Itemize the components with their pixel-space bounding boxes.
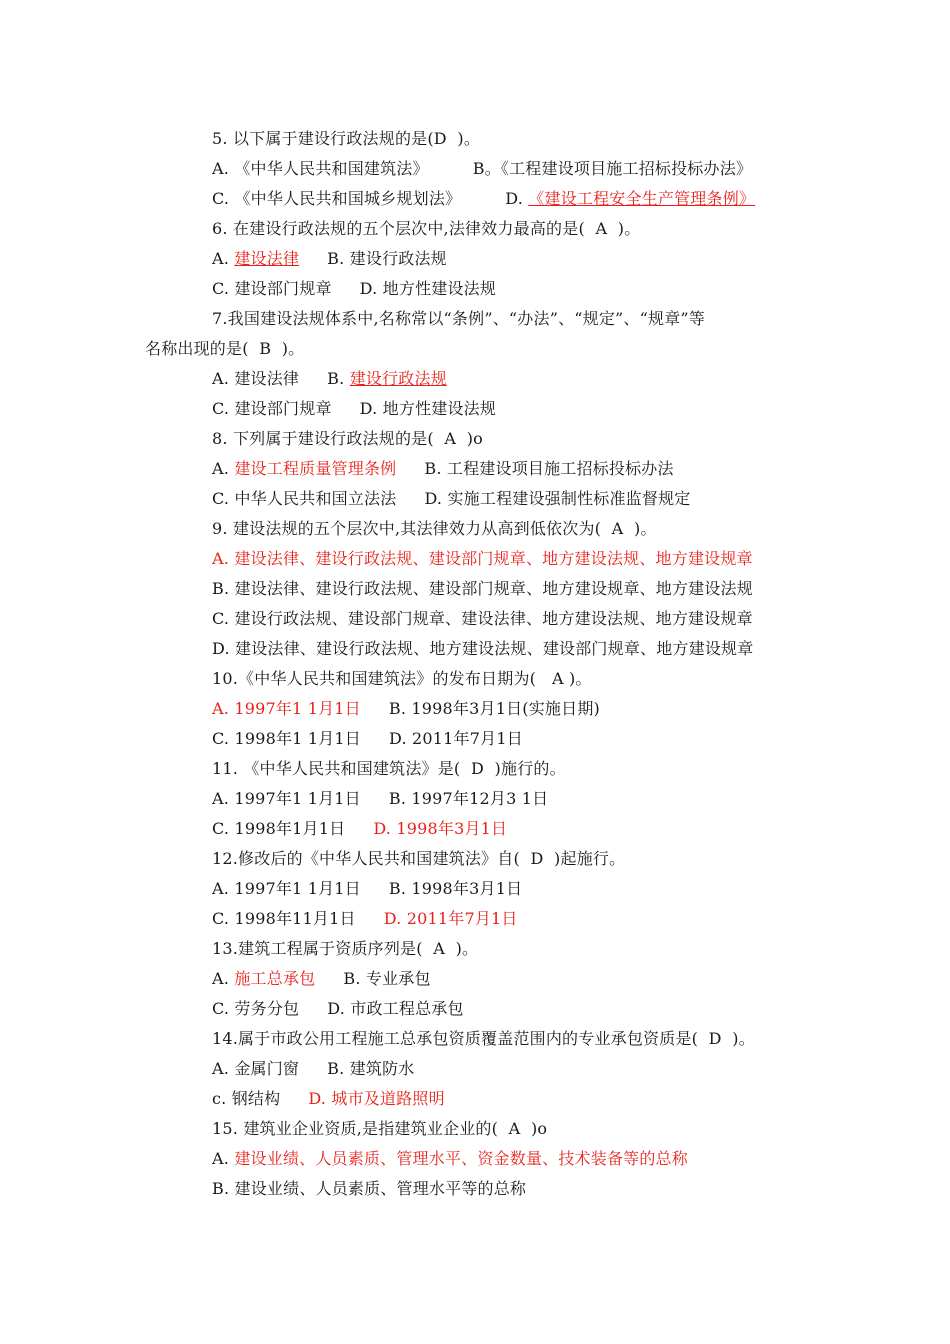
q12-stem [212, 844, 625, 874]
q8-options-ab [212, 454, 674, 484]
q11-option-c: C. 1998年1月1日 [212, 819, 346, 838]
q7-stem-line1 [212, 304, 705, 334]
q13-options-cd [212, 994, 464, 1024]
q9-stem [212, 514, 657, 544]
q15-option-a-line [212, 1144, 688, 1174]
q5-stem [212, 124, 480, 154]
q14-option-c: c. 钢结构 [212, 1089, 281, 1108]
q9-option-c: C. 建设行政法规、建设部门规章、建设法律、地方建设法规、地方建设规章 [212, 609, 753, 628]
q6-option-a-answer: 建设法律 [234, 249, 300, 268]
q13-stem [212, 934, 478, 964]
q14-stem [212, 1024, 755, 1054]
q5-option-a: A. 《中华人民共和国建筑法》 [212, 159, 429, 178]
q13-option-b: B. 专业承包 [343, 969, 431, 988]
q9-option-c-line [212, 604, 753, 634]
q15-option-b: B. 建设业绩、人员素质、管理水平等的总称 [212, 1179, 527, 1198]
q13-option-a-answer: 施工总承包 [234, 969, 316, 988]
q10-options-cd [212, 724, 523, 754]
q15-option-a-prefix: A. [212, 1149, 230, 1168]
q7-option-d: D. 地方性建设法规 [359, 399, 497, 418]
q13-option-a-prefix: A. [212, 969, 230, 988]
q8-stem-text: 8. 下列属于建设行政法规的是( A )o [212, 429, 483, 448]
q10-option-c: C. 1998年1 1月1日 [212, 729, 361, 748]
q10-option-b: B. 1998年3月1日(实施日期) [388, 699, 600, 718]
q6-option-c: C. 建设部门规章 [212, 279, 332, 298]
q8-option-a-prefix: A. [212, 459, 230, 478]
q6-option-b: B. 建设行政法规 [327, 249, 447, 268]
q8-option-d: D. 实施工程建设强制性标准监督规定 [424, 489, 691, 508]
q9-option-d-line [212, 634, 753, 664]
q8-stem [212, 424, 483, 454]
q7-options-cd [212, 394, 496, 424]
q6-options-ab [212, 244, 447, 274]
q15-stem [212, 1114, 547, 1144]
q10-stem-text: 10.《中华人民共和国建筑法》的发布日期为( A )。 [212, 669, 592, 688]
q9-option-b: B. 建设法律、建设行政法规、建设部门规章、地方建设规章、地方建设法规 [212, 579, 753, 598]
q6-stem-text: 6. 在建设行政法规的五个层次中,法律效力最高的是( A )。 [212, 219, 641, 238]
q14-option-b: B. 建筑防水 [327, 1059, 415, 1078]
q7-option-b-prefix: B. [327, 369, 345, 388]
q7-stem-text-1: 7.我国建设法规体系中,名称常以“条例”、“办法”、“规定”、“规章”等 [212, 309, 705, 328]
q5-option-b: B。《工程建设项目施工招标投标办法》 [472, 159, 753, 178]
q5-option-d-prefix: D. [505, 189, 523, 208]
q12-option-a: A. 1997年1 1月1日 [212, 879, 361, 898]
q9-option-b-line [212, 574, 753, 604]
q10-option-a-answer: A. 1997年1 1月1日 [212, 699, 361, 718]
q13-stem-text: 13.建筑工程属于资质序列是( A )。 [212, 939, 479, 958]
q12-option-b: B. 1998年3月1日 [388, 879, 523, 898]
q14-stem-text: 14.属于市政公用工程施工总承包资质覆盖范围内的专业承包资质是( D )。 [212, 1029, 755, 1048]
q11-option-d-answer: D. 1998年3月1日 [373, 819, 508, 838]
q12-options-cd [212, 904, 518, 934]
q12-option-d-answer: D. 2011年7月1日 [383, 909, 518, 928]
q13-option-c: C. 劳务分包 [212, 999, 300, 1018]
q13-options-ab [212, 964, 431, 994]
q9-option-a-line [212, 544, 753, 574]
q13-option-d: D. 市政工程总承包 [327, 999, 464, 1018]
q11-option-b: B. 1997年12月3 1日 [388, 789, 549, 808]
q9-option-d: D. 建设法律、建设行政法规、地方建设法规、建设部门规章、地方建设规章 [212, 639, 754, 658]
q9-stem-text: 9. 建设法规的五个层次中,其法律效力从高到低依次为( A )。 [212, 519, 657, 538]
q14-option-a: A. 金属门窗 [212, 1059, 300, 1078]
q14-option-d-answer: D. 城市及道路照明 [308, 1089, 445, 1108]
q11-options-ab [212, 784, 548, 814]
q15-option-b-line [212, 1174, 526, 1204]
q10-options-ab [212, 694, 600, 724]
q11-stem-text: 11. 《中华人民共和国建筑法》是( D )施行的。 [212, 759, 566, 778]
q5-option-c: C. 《中华人民共和国城乡规划法》 [212, 189, 462, 208]
q8-option-b: B. 工程建设项目施工招标投标办法 [424, 459, 674, 478]
q5-stem-text: 5. 以下属于建设行政法规的是(D )。 [212, 129, 481, 148]
q7-option-c: C. 建设部门规章 [212, 399, 332, 418]
q8-option-a-answer: 建设工程质量管理条例 [234, 459, 397, 478]
q10-option-d: D. 2011年7月1日 [389, 729, 523, 748]
q11-option-a: A. 1997年1 1月1日 [212, 789, 361, 808]
q12-stem-text: 12.修改后的《中华人民共和国建筑法》自( D )起施行。 [212, 849, 626, 868]
q7-option-a: A. 建设法律 [212, 369, 300, 388]
q9-option-a-answer: 建设法律、建设行政法规、建设部门规章、地方建设法规、地方建设规章 [234, 549, 753, 568]
q7-options-ab [212, 364, 447, 394]
q10-stem [212, 664, 592, 694]
q5-options-cd [212, 184, 755, 214]
q5-option-d-answer: 《建设工程安全生产管理条例》 [528, 189, 756, 208]
q11-options-cd [212, 814, 507, 844]
q15-stem-text: 15. 建筑业企业资质,是指建筑业企业的( A )o [212, 1119, 548, 1138]
q6-option-d: D. 地方性建设法规 [359, 279, 497, 298]
q12-options-ab [212, 874, 522, 904]
q12-option-c: C. 1998年11月1日 [212, 909, 356, 928]
q6-options-cd [212, 274, 496, 304]
q15-option-a-answer: 建设业绩、人员素质、管理水平、资金数量、技术装备等的总称 [234, 1149, 688, 1168]
q8-options-cd [212, 484, 690, 514]
q6-stem [212, 214, 640, 244]
q6-option-a-prefix: A. [212, 249, 230, 268]
q14-options-cd [212, 1084, 445, 1114]
q7-option-b-answer: 建设行政法规 [349, 369, 447, 388]
q8-option-c: C. 中华人民共和国立法法 [212, 489, 397, 508]
q9-option-a-prefix: A. [212, 549, 230, 568]
q7-stem-text-2: 名称出现的是( B )。 [145, 339, 305, 358]
q7-stem-line2 [145, 334, 304, 364]
q14-options-ab [212, 1054, 414, 1084]
q11-stem [212, 754, 566, 784]
q5-options-ab [212, 154, 752, 184]
